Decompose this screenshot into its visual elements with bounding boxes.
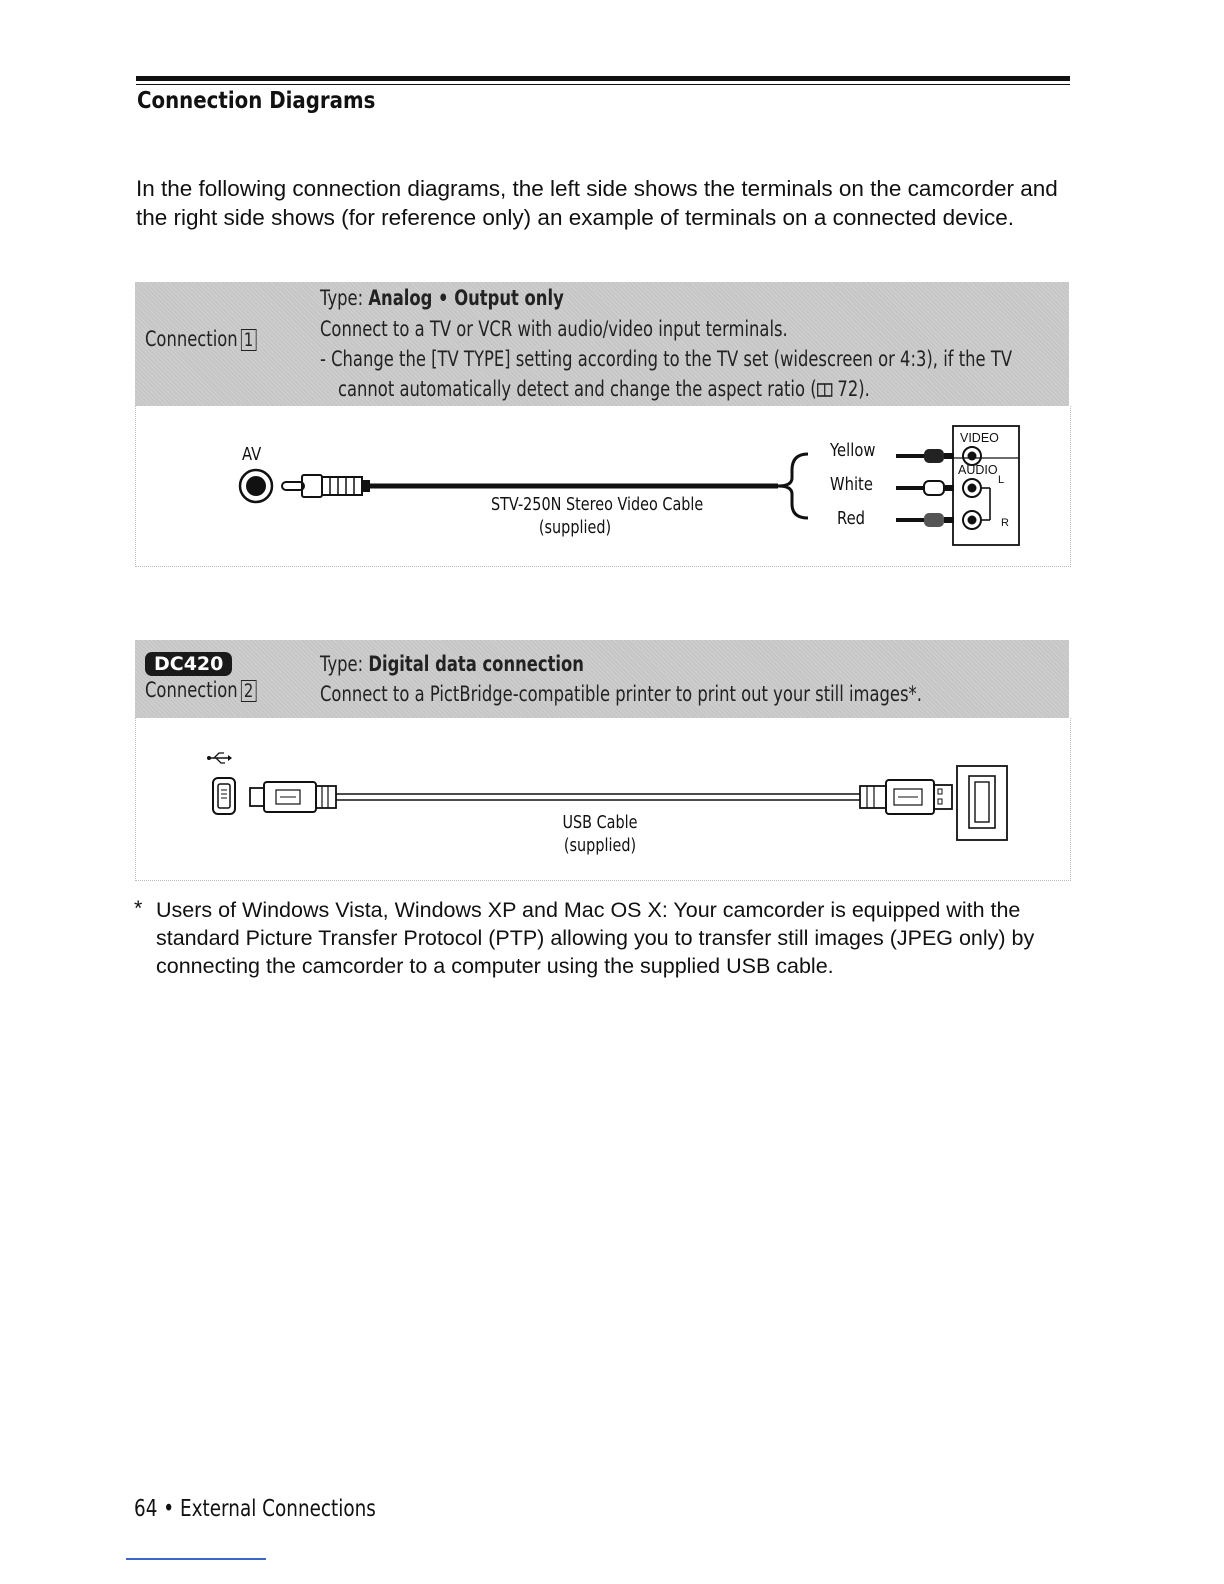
page-number: 64 <box>134 1496 158 1522</box>
top-rule-thin <box>136 84 1070 85</box>
connection-1-number: 1 <box>241 329 257 351</box>
section-title: Connection Diagrams <box>137 88 376 114</box>
page-footer <box>134 1496 376 1522</box>
plug-label-white: White <box>830 474 873 495</box>
connection-1-type: Type: Analog • Output only <box>320 286 564 310</box>
connection-2-header <box>135 640 1069 718</box>
video-terminal-label: VIDEO <box>960 431 999 445</box>
connection-1-note-line2: cannot automatically detect and change the aspect ratio ( 72). <box>338 377 870 401</box>
book-icon <box>817 383 833 397</box>
footer-separator: • <box>163 1496 175 1522</box>
usb-cable-supplied: (supplied) <box>563 835 637 856</box>
top-rule-thick <box>136 76 1070 81</box>
plug-label-yellow: Yellow <box>830 440 876 461</box>
rca-plug-white-icon <box>896 481 954 495</box>
connection-2-type: Type: Digital data connection <box>320 652 584 676</box>
av-plug-icon <box>282 475 370 497</box>
footer-link-underline <box>126 1558 266 1560</box>
plug-label-red: Red <box>837 508 866 529</box>
usb-cable-caption: USB Cable <box>562 812 638 833</box>
footnote-text: Users of Windows Vista, Windows XP and Mac OS X: Your camcorder is equipped with the standard Picture Transfer Protocol (PTP) allowing you to transfer still images (JPEG only) by connecting the camcorder to a computer using the supplied USB cable. <box>156 898 1035 978</box>
model-badge: DC420 <box>145 652 232 676</box>
connection-1-note-line1: - Change the [TV TYPE] setting according to the TV set (widescreen or 4:3), if the TV <box>320 347 1013 371</box>
intro-paragraph: In the following connection diagrams, the left side shows the terminals on the camcorder and the right side shows (for reference only) an example of terminals on a connected device. <box>136 176 1058 230</box>
footnote <box>134 896 1074 980</box>
connection-2-number: 2 <box>241 680 257 702</box>
usb-a-plug-icon <box>860 780 952 814</box>
connection-1-instruction: Connect to a TV or VCR with audio/video input terminals. <box>320 317 788 341</box>
connection-1-label: Connection 1 <box>145 327 256 351</box>
cable-split-brace <box>778 454 808 518</box>
mini-usb-plug-icon <box>250 782 336 812</box>
rca-plug-red-icon <box>896 513 954 527</box>
footnote-marker: * <box>134 896 143 920</box>
audio-left-label: L <box>998 474 1005 486</box>
footer-section: External Connections <box>179 1496 376 1522</box>
av-terminal-label: AV <box>242 444 262 465</box>
audio-right-label: R <box>1001 517 1009 529</box>
connection-2-instruction: Connect to a PictBridge-compatible printer to print out your still images*. <box>320 682 922 706</box>
av-jack-icon <box>240 470 272 502</box>
rca-plug-yellow-icon <box>896 449 954 463</box>
printer-usb-port-icon <box>957 766 1007 840</box>
av-cable-supplied: (supplied) <box>538 517 612 538</box>
audio-terminal-label: AUDIO <box>958 463 998 477</box>
usb-icon <box>207 753 232 763</box>
mini-usb-port-icon <box>213 778 235 814</box>
connection-2-label: Connection 2 <box>145 678 256 702</box>
av-cable-caption: STV-250N Stereo Video Cable <box>491 494 704 515</box>
